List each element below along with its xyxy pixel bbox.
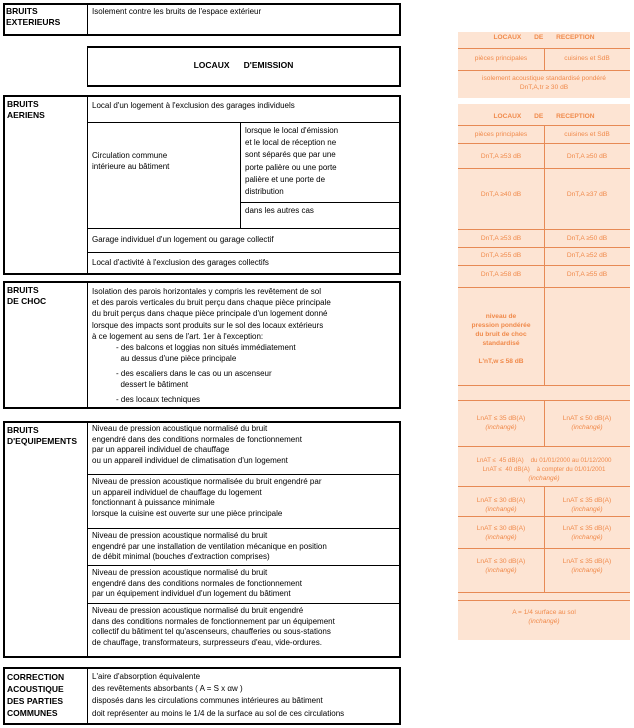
equip-value-1-cuisines: LnAT ≤ 50 dB(A) [562, 415, 612, 422]
equip-value-3-cuisines: LnAT ≤ 35 dB(A) [562, 497, 612, 504]
section-header-choc: BRUITS DE CHOC [7, 285, 47, 306]
correction-text: L'aire d'absorption équivalente des revêtements absorbants ( A = S x αw ) disposés dans les circulations communes intérieures au bâtiment doit représenter au moins le 1/4 de la surface au sol de ces circulations [92, 672, 345, 718]
equip-value-2b: LnAT ≤ 40 dB(A) à compter du 01/01/2001 [482, 466, 606, 473]
equip-note-1-pieces: (inchangé) [485, 424, 517, 431]
choc-exception-1: - des balcons et loggias non situés immédiatement au dessus d'une pièce principale [116, 343, 296, 363]
equip-value-3-pieces: LnAT ≤ 30 dB(A) [476, 497, 526, 504]
garage-text: Garage individuel d'un logement ou garage collectif [92, 235, 274, 244]
equip-value-4-pieces: LnAT ≤ 30 dB(A) [476, 525, 526, 532]
aeriens-value-4-pieces: DnT,A ≥55 dB [480, 252, 522, 259]
equip-value-1-pieces: LnAT ≤ 35 dB(A) [476, 415, 526, 422]
equipement-row-3: Niveau de pression acoustique normalisé du bruit engendré par une installation de ventilation mécanique en position de débit minimal (bouches d'extraction comprises) [92, 531, 327, 562]
equip-note-5-cuisines: (inchangé) [571, 567, 603, 574]
equipement-row-4: Niveau de pression acoustique normalisé du bruit engendré dans des conditions normales de fonctionnement par un équipement individuel d'un logement du bâtiment [92, 568, 302, 599]
equip-note-5-pieces: (inchangé) [485, 567, 517, 574]
col-pieces-2: pièces principales [474, 131, 528, 138]
aeriens-value-4-cuisines: DnT,A ≥52 dB [566, 252, 608, 259]
isolement-exterieur: isolement acoustique standardisé pondéré DnT,A,tr ≥ 30 dB [482, 75, 606, 91]
equip-value-2a: LnAT ≤ 45 dB(A) du 01/01/2000 au 01/12/2000 [476, 457, 612, 464]
equip-note-4-pieces: (inchangé) [485, 534, 517, 541]
equipement-row-5: Niveau de pression acoustique normalisé du bruit engendré dans des conditions normales de fonctionnement par un équipement collectif du bâtiment tel qu'ascenseurs, chaufferies ou sous-stations de chauffage, transformateurs, surpresseurs d'eau, vide-ordures. [92, 606, 335, 647]
correction-note: (inchangé) [528, 618, 560, 625]
exterieurs-text: Isolement contre les bruits de l'espace extérieur [92, 7, 262, 16]
reception-title-2: LOCAUX DE RECEPTION [493, 113, 595, 120]
locaux-emission-title: LOCAUX D'EMISSION [193, 60, 294, 70]
equip-value-4-cuisines: LnAT ≤ 35 dB(A) [562, 525, 612, 532]
lorsque-text: lorsque le local d'émission et le local de réception ne sont séparés que par une porte palière ou une porte palière et une porte de distribution [245, 126, 339, 197]
choc-exception-3: - des locaux techniques [116, 395, 201, 404]
equip-note-3-cuisines: (inchangé) [571, 506, 603, 513]
choc-text: Isolation des parois horizontales y compris les revêtement de sol et des parois verticales du bruit perçu dans chaque pièce principale du bruit perçus dans chaque pièce principale d'un logement donné lorsque des impacts sont produits sur le sol des locaux extérieurs à ce logement au sens de l'art. 1er à l'exception: [92, 287, 331, 341]
section-header-equipements: BRUITS D'EQUIPEMENTS [7, 425, 78, 446]
equip-value-5-cuisines: LnAT ≤ 35 dB(A) [562, 558, 612, 565]
equip-note-2: (inchangé) [528, 475, 560, 482]
correction-requirement: A = 1/4 surface au sol [512, 609, 576, 616]
col-cuisines-1: cuisines et SdB [564, 55, 610, 62]
section-header-aeriens: BRUITS AERIENS [7, 99, 45, 120]
aeriens-value-2-cuisines: DnT,A ≥37 dB [566, 191, 608, 198]
aeriens-value-1-cuisines: DnT,A ≥50 dB [566, 153, 608, 160]
autres-cas-text: dans les autres cas [245, 206, 314, 215]
aeriens-value-3-cuisines: DnT,A ≥50 dB [566, 235, 608, 242]
activite-text: Local d'activité à l'exclusion des garages collectifs [92, 258, 269, 267]
aeriens-value-5-cuisines: DnT,A ≥55 dB [566, 271, 608, 278]
equip-value-5-pieces: LnAT ≤ 30 dB(A) [476, 558, 526, 565]
col-pieces-1: pièces principales [474, 55, 528, 62]
reception-title-1: LOCAUX DE RECEPTION [493, 34, 595, 41]
circulation-text: Circulation commune intérieure au bâtiment [92, 151, 170, 171]
equipement-row-2: Niveau de pression acoustique normalisée du bruit engendré par un appareil individuel de chauffage du logement fonctionnant à puissance minimale lorsque la cuisine est ouverte sur une pièce principale [92, 477, 322, 518]
section-header-correction: CORRECTION ACOUSTIQUE DES PARTIES COMMUNES [7, 672, 65, 718]
aeriens-value-5-pieces: DnT,A ≥58 dB [480, 271, 522, 278]
equip-note-4-cuisines: (inchangé) [571, 534, 603, 541]
equipement-row-1: Niveau de pression acoustique normalisé du bruit engendré dans des conditions normales de fonctionnement par un appareil individuel de chauffage ou un appareil individuel de climatisation d'un logement [92, 424, 302, 465]
section-header-exterieurs: BRUITS EXTERIEURS [6, 6, 61, 27]
aeriens-value-2-pieces: DnT,A ≥40 dB [480, 191, 522, 198]
equip-note-1-cuisines: (inchangé) [571, 424, 603, 431]
aeriens-value-3-pieces: DnT,A ≥53 dB [480, 235, 522, 242]
local-logement-text: Local d'un logement à l'exclusion des garages individuels [92, 101, 295, 110]
choc-exception-2: - des escaliers dans le cas ou un ascenseur dessert le bâtiment [116, 369, 272, 389]
choc-requirement: niveau de pression pondérée du bruit de choc standardisé L'nT,w ≤ 58 dB [471, 313, 531, 365]
col-cuisines-2: cuisines et SdB [564, 131, 610, 138]
aeriens-value-1-pieces: DnT,A ≥53 dB [480, 153, 522, 160]
equip-note-3-pieces: (inchangé) [485, 506, 517, 513]
